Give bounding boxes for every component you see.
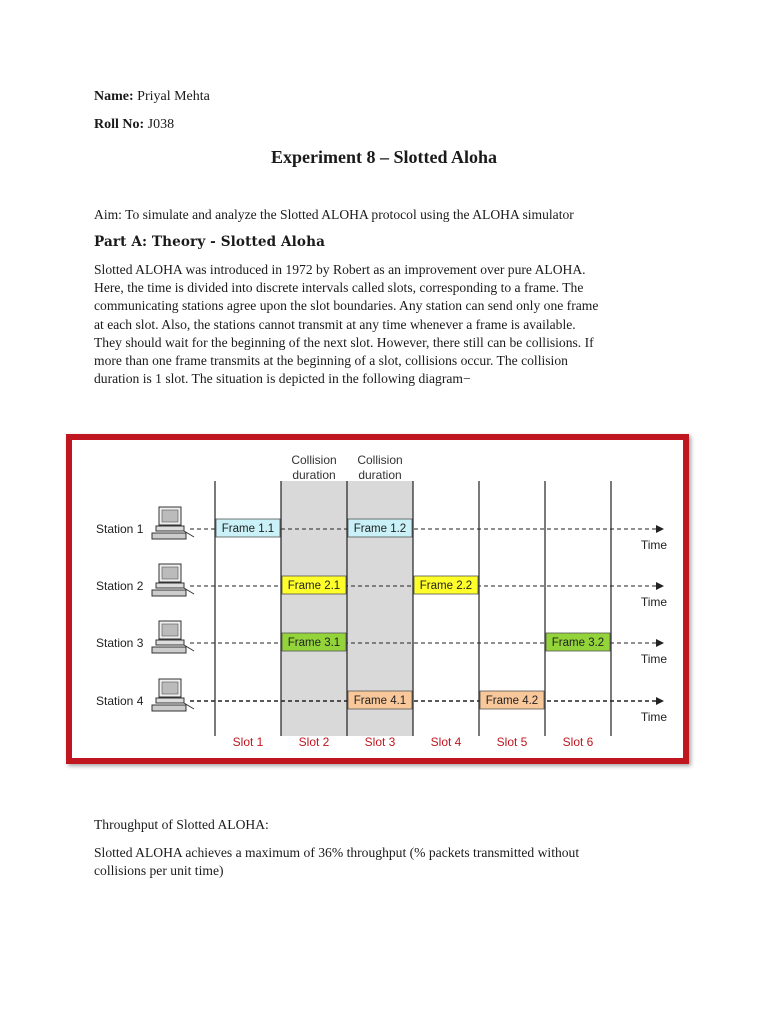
frame-label: Frame 2.2 [419, 580, 473, 592]
time-label: Time [640, 710, 668, 724]
frame-label: Frame 1.2 [353, 523, 407, 535]
arrow-head-icon [656, 525, 664, 533]
slot-label: Slot 6 [562, 735, 594, 749]
station-label: Station 3 [96, 636, 144, 650]
slot-label: Slot 1 [232, 735, 264, 749]
theory-line: more than one frame transmits at the beginning of a slot, collisions occur. The collision [94, 353, 568, 369]
name-line [94, 88, 210, 106]
computer-icon [152, 564, 194, 596]
slot-label: Slot 2 [298, 735, 330, 749]
collision-label: Collision [357, 453, 403, 467]
throughput-paragraph [94, 844, 664, 880]
name-value: Priyal Mehta [137, 89, 210, 104]
station-label: Station 4 [96, 694, 144, 708]
theory-line: They should wait for the beginning of the next slot. However, there still can be collisions. If [94, 334, 594, 350]
slotted-aloha-diagram [66, 434, 689, 764]
frame-label: Frame 3.2 [551, 637, 605, 649]
throughput-heading: Throughput of Slotted ALOHA: [94, 817, 269, 832]
aim-text: Aim: To simulate and analyze the Slotted ALOHA protocol using the ALOHA simulator [94, 207, 574, 222]
arrow-head-icon [656, 697, 664, 705]
time-label: Time [640, 652, 668, 666]
theory-paragraph [94, 261, 664, 388]
collision-zone [281, 481, 347, 736]
roll-value: J038 [147, 117, 175, 132]
computer-icon [152, 679, 194, 711]
theory-line: communicating stations agree upon the slot boundaries. Any station can send only one frame [94, 298, 599, 314]
name-label: Name: [94, 89, 134, 104]
arrow-head-icon [656, 582, 664, 590]
collision-label: duration [292, 468, 336, 482]
roll-line [94, 116, 174, 134]
roll-label: Roll No: [94, 117, 145, 132]
station-label: Station 2 [96, 579, 144, 593]
slot-label: Slot 5 [496, 735, 528, 749]
collision-label: Collision [291, 453, 337, 467]
theory-line: Here, the time is divided into discrete intervals called slots, corresponding to a frame. The [94, 280, 584, 296]
frame-label: Frame 3.1 [287, 637, 341, 649]
frame-label: Frame 4.2 [485, 695, 539, 707]
theory-line: duration is 1 slot. The situation is depicted in the following diagram− [94, 371, 471, 387]
throughput-line: Slotted ALOHA achieves a maximum of 36% throughput (% packets transmitted without [94, 845, 580, 860]
collision-label: duration [358, 468, 402, 482]
computer-icon [152, 621, 194, 653]
diagram-canvas [72, 440, 683, 758]
throughput-line: collisions per unit time) [94, 863, 224, 879]
time-label: Time [640, 538, 668, 552]
computer-icon [152, 507, 194, 539]
frame-label: Frame 1.1 [221, 523, 275, 535]
time-label: Time [640, 595, 668, 609]
slot-label: Slot 3 [364, 735, 396, 749]
theory-line: Slotted ALOHA was introduced in 1972 by Robert as an improvement over pure ALOHA. [94, 262, 586, 277]
part-a-heading: Part A: Theory - Slotted Aloha [94, 234, 325, 250]
station-label: Station 1 [96, 522, 144, 536]
theory-line: at each slot. Also, the stations cannot transmit at any time whenever a frame is available. [94, 316, 576, 332]
arrow-head-icon [656, 639, 664, 647]
frame-label: Frame 2.1 [287, 580, 341, 592]
page-title: Experiment 8 – Slotted Aloha [270, 147, 497, 167]
slot-label: Slot 4 [430, 735, 462, 749]
frame-label: Frame 4.1 [353, 695, 407, 707]
